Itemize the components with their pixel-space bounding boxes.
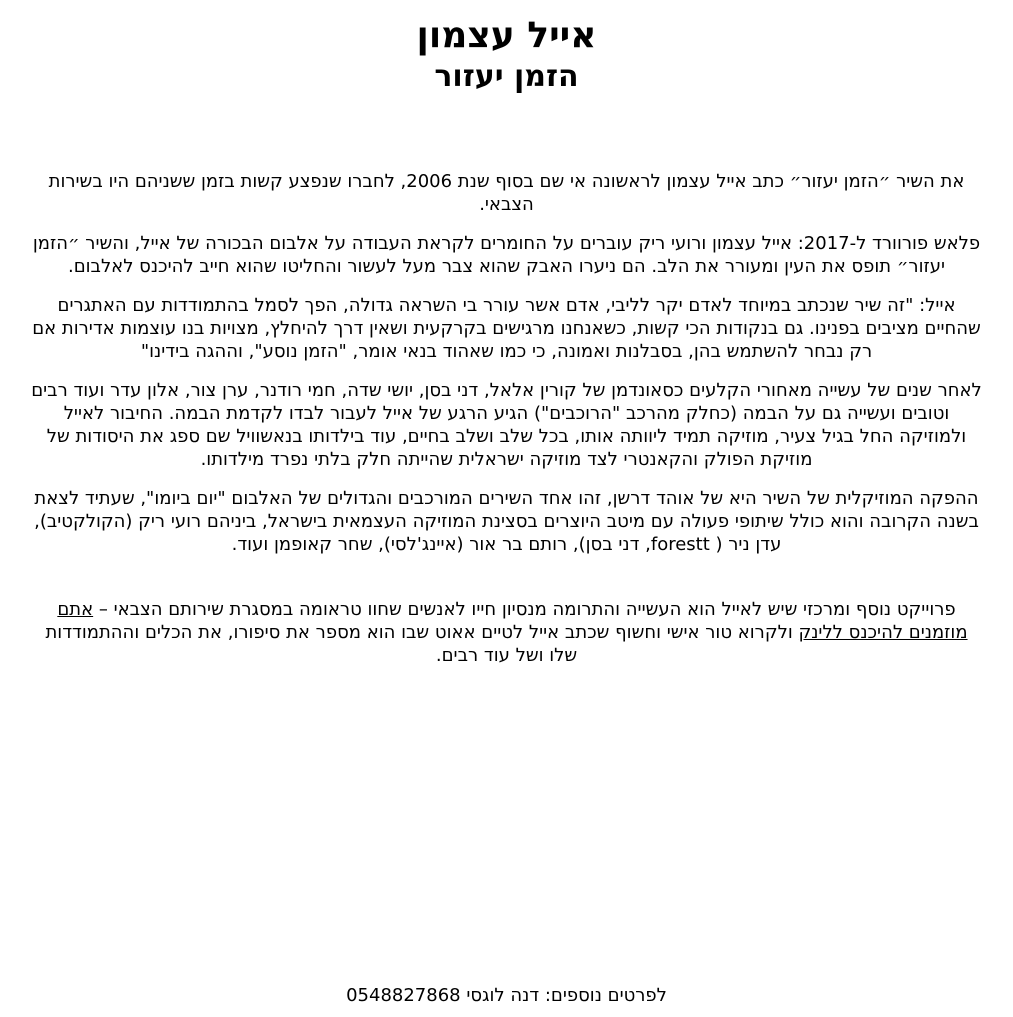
paragraph-project-text-end: ולקרוא טור אישי וחשוף שכתב אייל לטיים אאוט שבו הוא מספר את סיפורו, את הכלים וההתמודדות שלו ושל עוד רבים. [45, 622, 799, 666]
paragraph-quote: אייל: "זה שיר שנכתב במיוחד לאדם יקר לליבי, אדם אשר עורר בי השראה גדולה, הפך לסמל בהתמודדות עם האתגרים שהחיים מציבים בפנינו. גם בנקודות הכי קשות, כשאנחנו מרגישים בקרקעית ושאין דרך להיחלץ, מצויות בנו עוצמות אדירות אם רק נבחר להשתמש בהן, בסבלנות ואמונה, כי כמו שאהוד בנאי אומר, "הזמן נוסע", וההגה בידינו" [32, 295, 981, 362]
press-release [30, 0, 983, 683]
contact-line: לפרטים נוספים: דנה לוגסי 0548827868 [346, 985, 667, 1006]
paragraph-production: ההפקה המוזיקלית של השיר היא של אוהד דרשן, זהו אחד השירים המורכבים והגדולים של האלבום "יום ביומו", שעתיד לצאת בשנה הקרובה והוא כולל שיתופי פעולה עם מיטב היוצרים בסצינת המוזיקה העצמאית בישראל, ביניהם רועי ריק (הקולקטיב), עדן ניר ( forestt, דני בסן), רותם בר אור (איינג'לסי), שחר קאופמן ועוד. [34, 488, 979, 555]
paragraph-background: לאחר שנים של עשייה מאחורי הקלעים כסאונדמן של קורין אלאל, דני בסן, יושי שדה, חמי רודנר, ערן צור, אלון עדר ועוד רבים וטובים ועשייה גם על הבמה (כחלק מהרכב "הרוכבים") הגיע הרגע של אייל לעבור לבדו לקדמת הבמה. החיבור לאייל ולמוזיקה החל בגיל צעיר, מוזיקה תמיד ליוותה אותו, בכל שלב ושלב בחיים, עוד בילדותו בנאשוויל שם ספג את היסודות של מוזיקת הפולק והקאנטרי לצד מוזיקה ישראלית שהייתה חלק בלתי נפרד מילדותו. [31, 380, 982, 470]
paragraph-origin: את השיר ״הזמן יעזור״ כתב אייל עצמון לראשונה אי שם בסוף שנת 2006, לחברו שנפצע קשות בזמן ששניהם היו בשירות הצבאי. [48, 171, 965, 215]
paragraph-project [30, 598, 983, 667]
paragraph-project-text-start: פרוייקט נוסף ומרכזי שיש לאייל הוא העשייה והתרומה מנסיון חייו לאנשים שחוו טראומה במסגרת שירותם הצבאי – [93, 599, 956, 620]
article-link[interactable]: אתם מוזמנים להיכנס ללינק [57, 599, 968, 643]
page-title: אייל עצמון [416, 15, 597, 56]
article-body [30, 170, 983, 667]
song-title: הזמן יעזור [434, 59, 579, 94]
paragraph-flash-forward: פלאש פורוורד ל-2017: אייל עצמון ורועי ריק עוברים על החומרים לקראת העבודה על אלבום הבכורה של אייל, והשיר ״הזמן יעזור״ תופס את העין ומעורר את הלב. הם ניערו האבק שהוא צבר מעל לעשור והחליטו שהוא חייב להיכנס לאלבום. [32, 233, 981, 277]
